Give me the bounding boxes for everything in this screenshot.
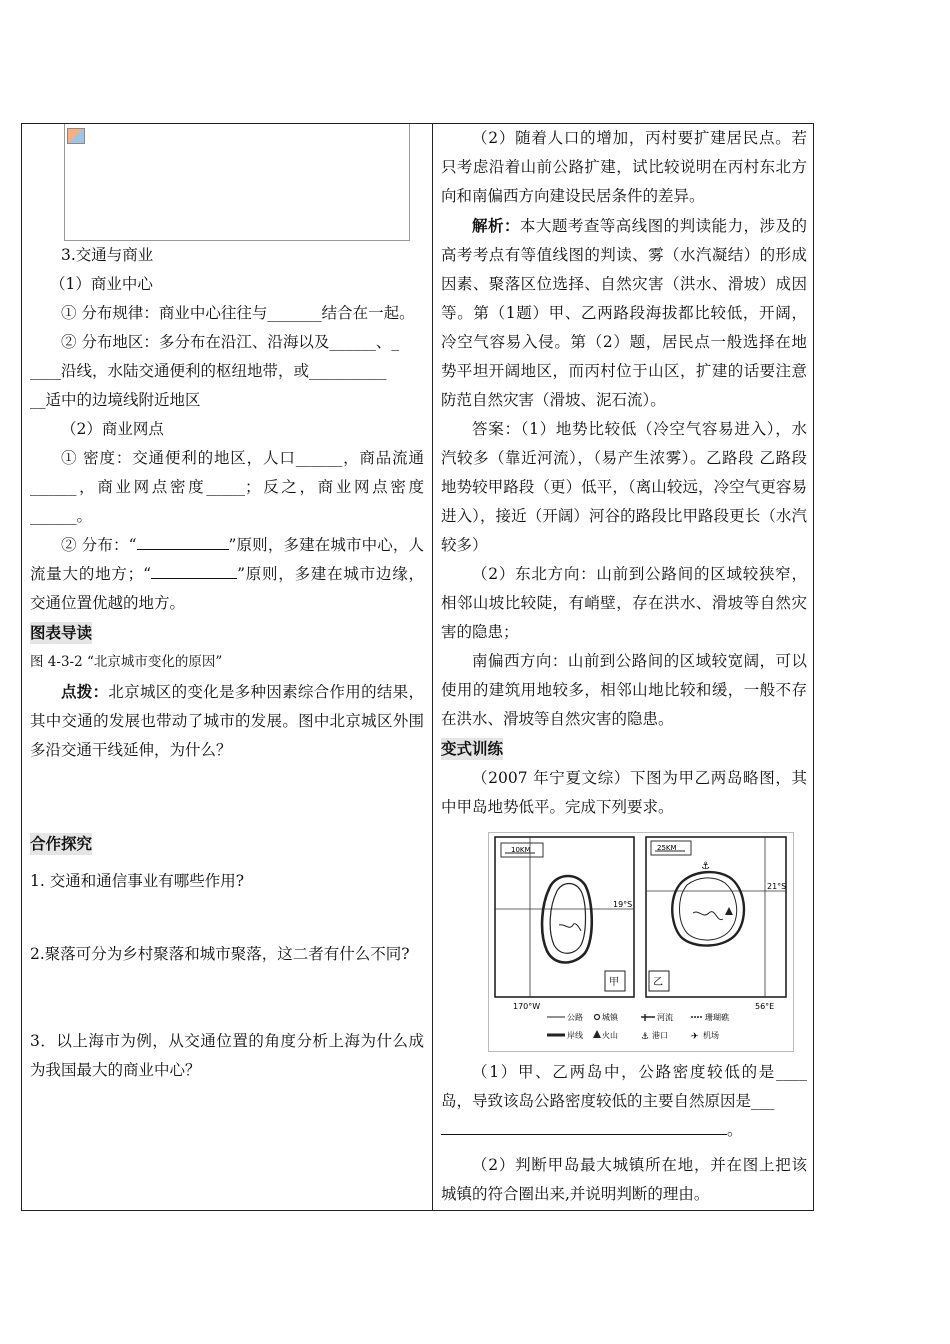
lat-label-yi: 21°S	[767, 882, 787, 891]
lon-label-jia: 170°W	[513, 1002, 541, 1011]
broken-image-icon	[67, 128, 85, 144]
sub2-title: （2）商业网点	[61, 420, 164, 438]
variant-training-title: 变式训练	[441, 740, 504, 758]
panel-label-jia: 甲	[609, 977, 619, 988]
lat-label-jia: 19°S	[613, 900, 633, 909]
answer-part2: （2）东北方向：山前到公路间的区域较狭窄，相邻山坡比较陡，有峭壁，存在洪水、滑坡等自然灾害的隐患；	[441, 565, 807, 641]
left-column	[30, 124, 424, 1085]
island-yi-coast	[672, 872, 744, 945]
distribution-area-line3: __适中的边境线附近地区	[30, 391, 201, 409]
cooperative-inquiry-title: 合作探究	[30, 835, 93, 853]
panel-label-yi: 乙	[653, 977, 663, 988]
density-text: ① 密度：交通便利的地区，人口______，商品流通______，商业网点密度_____；反之，商业网点密度______。	[30, 449, 424, 525]
broken-image-placeholder	[64, 124, 410, 241]
answer-part3: 南偏西方向：山前到公路间的区域较宽阔，可以使用的建筑用地较多，相邻山地比较和缓，一般不存在洪水、滑坡等自然灾害的隐患。	[441, 652, 807, 728]
answer-part1: 答案：（1）地势比较低（冷空气容易进入），水汽较多（靠近河流），（易产生浓雾）。乙路段 乙路段地势较甲路段（更）低平，（离山较远，冷空气更容易进入），接近（开阔）河谷的路段比甲路段更长（水汽较多）	[441, 420, 807, 554]
distribution-rule: ① 分布规律：商业中心往往与_______结合在一起。	[61, 304, 415, 322]
chart-guide-title: 图表导读	[30, 624, 93, 642]
question-1: 1. 交通和通信事业有哪些作用?	[30, 872, 245, 890]
exercise-question-2: （2）判断甲岛最大城镇所在地，并在图上把该城镇的符合圈出来,并说明判断的理由。	[441, 1156, 807, 1203]
question-3: 3．以上海市为例，从交通位置的角度分析上海为什么成为我国最大的商业中心？	[30, 1032, 424, 1079]
tip-paragraph: 点拨：北京城区的变化是多种因素综合作用的结果，其中交通的发展也带动了城市的发展。图中北京城区外围多沿交通干线延伸，为什么？	[30, 682, 424, 759]
svg-text:⚓: ⚓	[701, 861, 710, 872]
legend-road: 公路	[567, 1013, 583, 1022]
exercise-question-1: （1）甲、乙两岛中，公路密度较低的是____岛，导致该岛公路密度较低的主要自然原因是___	[441, 1063, 807, 1110]
sub1-title: （1）商业中心	[50, 275, 153, 293]
island-map-figure	[488, 832, 794, 1052]
legend-airport: 机场	[703, 1031, 719, 1040]
legend-coast: 岸线	[567, 1031, 583, 1040]
legend-port: 港口	[652, 1031, 668, 1040]
analysis-paragraph: 解析：本大题考查等高线图的判读能力，涉及的高考考点有等值线图的判读、雾（水汽凝结）的形成因素、聚落区位选择、自然灾害（洪水、滑坡）成因等。第（1题）甲、乙两路段海拔都比较低，开阔，冷空气容易入侵。第（2）题，居民点一般选择在地势平坦开阔地区，而丙村位于山区，扩建的话要注意防范自然灾害（滑坡、泥石流）。	[441, 216, 807, 409]
figure-caption: 图 4-3-2 “北京城市变化的原因”	[30, 654, 223, 670]
right-column	[441, 124, 807, 1209]
legend-river: 河流	[657, 1013, 673, 1022]
island-jia-coast	[542, 876, 592, 963]
scale-label-jia: 10KM	[511, 846, 531, 854]
worksheet-table	[21, 123, 814, 1211]
column-divider	[432, 124, 433, 1210]
question-2-text: （2）随着人口的增加，丙村要扩建居民点。若只考虑沿着山前公路扩建，试比较说明在丙村东北方向和南偏西方向建设民居条件的差异。	[441, 129, 807, 205]
distribution-area-line2: ____沿线，水陆交通便利的枢纽地带，或__________	[30, 362, 387, 380]
distribution-principle: ② 分布：“ ”原则，多建在城市中心，人流量大的地方；“ ”原则，多建在城市边缘，交通位置优越的地方。	[30, 531, 424, 618]
distribution-area-line1: ② 分布地区：多分布在沿江、沿海以及______、_	[61, 333, 400, 351]
legend-town: 城镇	[602, 1013, 618, 1022]
section3-title: 3.交通与商业	[61, 246, 154, 264]
svg-text:⚓: ⚓	[641, 1032, 650, 1042]
svg-text:✈: ✈	[691, 1032, 699, 1042]
question-2: 2.聚落可分为乡村聚落和城市聚落，这二者有什么不同?	[30, 945, 410, 963]
exercise-question-1-end: 。	[441, 1116, 807, 1145]
legend-volcano: 火山	[602, 1031, 618, 1040]
lon-label-yi: 56°E	[755, 1002, 775, 1011]
legend-reef: 珊瑚礁	[705, 1013, 729, 1022]
exercise-intro: （2007 年宁夏文综）下图为甲乙两岛略图，其中甲岛地势低平。完成下列要求。	[441, 769, 807, 816]
scale-label-yi: 25KM	[657, 844, 677, 852]
